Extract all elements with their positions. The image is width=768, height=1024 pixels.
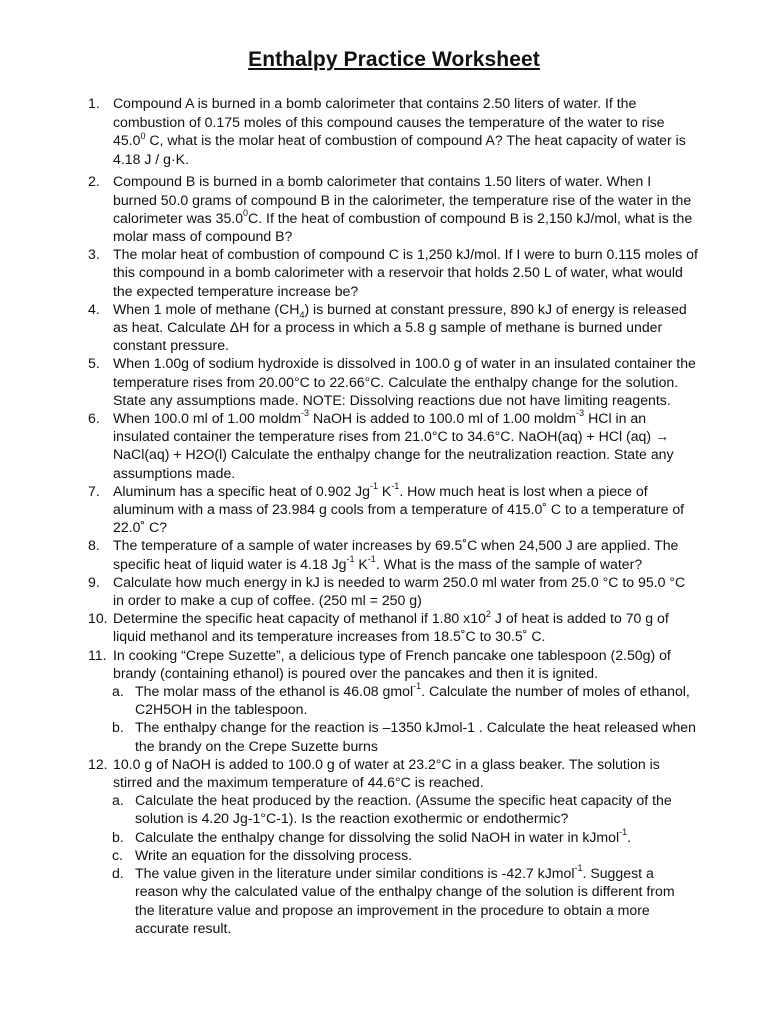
sub-question-letter: b. [112, 828, 124, 845]
sub-question-letter: d. [112, 865, 124, 882]
question-4: 4. When 1 mole of methane $(CH_4)$ is burned at constant pressure, 890 kJ of energy is released as heat. Calculate ΔH for a process in which a 5.8 g sample of methane is burned under constant pressure. [88, 300, 687, 354]
question-number: 2. [88, 173, 100, 190]
question-number: 12. [88, 755, 108, 772]
sub-question-a: a. The molar mass of the ethanol is 46.08 gmol$^{-1}$. Calculate the number of moles of ethanol, C2H5OH in the tablespoon. [112, 681, 690, 718]
question-3: 3. The molar heat of combustion of compound C is 1,250 kJ/mol. If I were to burn 0.115 moles of this compound in a bomb calorimeter with a reservoir that holds 2.50 L of water, what would the expected temperature increase be? [88, 246, 698, 299]
question-number: 7. [88, 482, 100, 499]
question-number: 3. [88, 246, 100, 263]
question-9: 9. Calculate how much energy in kJ is needed to warm 250.0 ml water from 25.0 °C to 95.0 °C in order to make a cup of coffee. (250 ml = 250 g) [88, 573, 686, 609]
question-number: 5. [88, 355, 100, 372]
question-number: 4. [88, 300, 100, 317]
sub-question-list [90, 791, 698, 937]
question-10: 10. Determine the specific heat capacity of methanol if 1.80 $x10^2$ J of heat is added to 70 g of liquid methanol and its temperature increases from 18.5˚C to 30.5˚ C. [88, 608, 669, 645]
question-2: 2. Compound B is burned in a bomb calorimeter that contains 1.50 liters of water. When I burned 50.0 grams of compound B in the calorimeter, the temperature rise of the water in the calorimeter was 35.0$^0$C. If the heat of combustion of compound B is 2,150 kJ/mol, what is the molar mass of compound B? [88, 173, 693, 244]
sub-question-list [90, 682, 698, 755]
sub-question-a: a. Calculate the heat produced by the reaction. (Assume the specific heat capacity of the solution is 4.20 Jg-1°C-1). Is the reaction exothermic or endothermic? [112, 792, 672, 827]
question-1: 1. Compound A is burned in a bomb calorimeter that contains 2.50 liters of water. If the combustion of 0.175 moles of this compound causes the temperature of the water to rise 45.0$^0$ C, what is the molar heat of combustion of compound A? The heat capacity of water is 4.18 J / g·K. [88, 95, 686, 167]
sub-question-b: b. The enthalpy change for the reaction is –1350 kJmol-1 . Calculate the heat released when the brandy on the Crepe Suzette burns [112, 719, 696, 754]
question-number: 9. [88, 573, 100, 590]
sub-question-letter: b. [112, 719, 124, 736]
question-number: 10. [88, 610, 108, 627]
sub-question-letter: a. [112, 792, 124, 809]
question-8: 8. The temperature of a sample of water increases by 69.5˚C when 24,500 J are applied. The specific heat of liquid water is 4.18 $Jg^{-1}$ $K^{-1}$. What is the mass of the sample of water? [88, 537, 679, 572]
question-list [90, 94, 698, 937]
question-11: 11. In cooking “Crepe Suzette”, a delicious type of French pancake one tablespoon (2.50g) of brandy (containing ethanol) is poured over the pancakes and then it is ignited. a. The molar mass of the ethanol is 46.08 gmol$^{-1}$. Calculate the number of moles of ethanol, C2H5OH in the tablespoon. b. The enthalpy change for the reaction is –1350 kJmol-1 . Calculate the heat released when the brandy on the Crepe Suzette burns [90, 646, 698, 755]
sub-question-letter: c. [112, 846, 123, 863]
question-number: 6. [88, 410, 100, 427]
page-title: Enthalpy Practice Worksheet [248, 48, 540, 71]
question-7: 7. Aluminum has a specific heat of 0.902 $Jg^{-1}$ $K^{-1}$. How much heat is lost when a piece of aluminum with a mass of 23.984 g cools from a temperature of 415.0˚ C to a temperature of 22.0˚ C? [88, 481, 685, 536]
sub-question-c: c. Write an equation for the dissolving process. [112, 846, 413, 863]
question-number: 1. [88, 95, 100, 111]
sub-question-letter: a. [112, 683, 124, 700]
question-12: 12. 10.0 g of NaOH is added to 100.0 g of water at 23.2°C in a glass beaker. The solution is stirred and the maximum temperature of 44.6°C is reached. a. Calculate the heat produced by the reaction. (Assume the specific heat capacity of the solution is 4.20 Jg-1°C-1). Is the reaction exothermic or endothermic? b. Calculate the enthalpy change for dissolving the solid NaOH in water in kJmol$^{-1}$. c. Write an equation for the dissolving process. d. The value given in the literature under similar conditions is -42.7 kJmol$^{-1}$. Suggest a reason why the calculated value of the enthalpy change of the solution is different from the literature value and propose an improvement in the procedure to obtain a more accurate result. [90, 755, 698, 937]
question-5: 5. When 1.00g of sodium hydroxide is dissolved in 100.0 g of water in an insulated container the temperature rises from 20.00°C to 22.66°C. Calculate the enthalpy change for the solution. State any assumptions made. NOTE: Dissolving reactions due not have limiting reagents. [88, 355, 696, 408]
question-number: 11. [88, 646, 107, 663]
question-6: 6. When 100.0 ml of 1.00 moldm$^{-3}$ NaOH is added to 100.0 ml of 1.00 moldm$^{-3}$ HCl in an insulated container the temperature rises from 21.0°C to 34.6°C. NaOH(aq) + HCl (aq) → NaCl(aq) + H2O(l) Calculate the enthalpy change for the neutralization reaction. State any assumptions made. [88, 408, 674, 481]
sub-question-b: b. Calculate the enthalpy change for dissolving the solid NaOH in water in kJmol$^{-1}$. [112, 827, 632, 845]
sub-question-d: d. The value given in the literature under similar conditions is -42.7 kJmol$^{-1}$. Suggest a reason why the calculated value of the enthalpy change of the solution is different from the literature value and propose an improvement in the procedure to obtain a more accurate result. [112, 863, 675, 936]
question-number: 8. [88, 537, 100, 554]
